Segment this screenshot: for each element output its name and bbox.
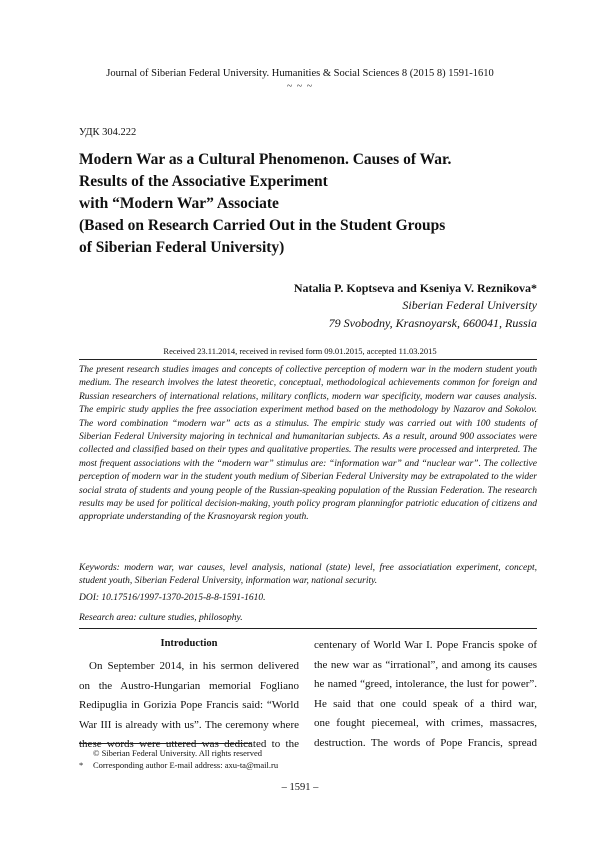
abstract-top-rule bbox=[79, 359, 537, 360]
abstract-bottom-rule bbox=[79, 628, 537, 629]
text-line: centenary of World War I. Pope Francis spoke of bbox=[314, 639, 537, 651]
introduction-left-column bbox=[79, 657, 299, 755]
text-line: these words were uttered was dedicated to the bbox=[79, 738, 299, 750]
text-line: on the Austro-Hungarian memorial Fogliano bbox=[79, 679, 299, 692]
introduction-heading: Introduction bbox=[160, 638, 218, 649]
text-line: one fought piecemeal, with crimes, massacres, bbox=[314, 717, 537, 729]
text-line: On September 2014, in his sermon delivered bbox=[89, 660, 299, 672]
research-area: Research area: culture studies, philosophy. bbox=[79, 613, 243, 623]
corresponding-footnote bbox=[79, 760, 278, 770]
title-line: Results of the Associative Experiment bbox=[79, 173, 328, 190]
title-line: (Based on Research Carried Out in the Student Groups bbox=[79, 217, 446, 234]
article-title bbox=[79, 149, 529, 259]
text-line: destruction. The words of Pope Francis, spread bbox=[314, 736, 537, 749]
corresponding-email: Corresponding author E-mail address: axu-ta@mail.ru bbox=[93, 760, 279, 770]
text-line: War III is already with us”. The ceremony where bbox=[79, 718, 299, 731]
udk-code: УДК 304.222 bbox=[79, 127, 137, 138]
title-line: of Siberian Federal University) bbox=[79, 239, 285, 256]
text-line: the new war as “irrational”, and among its causes bbox=[314, 658, 537, 671]
keywords: Keywords: modern war, war causes, level analysis, national (state) level, free associatiation experiment, concept, student youth, Siberian Federal University, information war, national security. bbox=[79, 563, 537, 587]
doi: DOI: 10.17516/1997-1370-2015-8-8-1591-1610. bbox=[79, 593, 266, 603]
page-number: – 1591 – bbox=[281, 782, 319, 793]
received-dates: Received 23.11.2014, received in revised form 09.01.2015, accepted 11.03.2015 bbox=[163, 346, 437, 356]
title-line: with “Modern War” Associate bbox=[79, 195, 279, 212]
header-separator: ~ ~ ~ bbox=[286, 81, 314, 92]
text-line: Redipuglia in Gorizia Pope Francis said: “World bbox=[79, 699, 299, 711]
footnote-mark: * bbox=[79, 760, 84, 770]
text-line: He said that one could speak of a third war, bbox=[314, 697, 537, 710]
footnote-rule bbox=[79, 743, 251, 744]
abstract: The present research studies images and concepts of collective perception of modern war in the modern student youth medium. The research involves the latest theoretic, conceptual, methodological achievements common for foreign and Russian researchers of international relations, military conflicts, modern war specificity, modern war causes analysis. The empiric study applies the free association experiment method based on the methodology by Nazarov and Sokolov. The word combination “modern war” acts as a stimulus. The empiric study was carried out with 100 students of Siberian Federal University majoring in technical and humanitarian subjects. As a result, around 900 associates were collected and classified based on their types and qualitative properties. The results were processed and interpreted. The most frequent associations with the “modern war” stimulus are: “information war” and “nuclear war”. The collective perception of modern war in the student youth medium of Siberian Federal University may be extrapolated to the wider social strata of students and young people of the Russian-speaking population of the Russian Federation. The research results may be used for political decision-making, youth policy program planningfor patriotic education of citizens and appropriate understanding of the Krasnoyarsk region youth. bbox=[79, 365, 537, 523]
introduction-right-column bbox=[314, 636, 537, 753]
authors: Natalia P. Koptseva and Kseniya V. Reznikova* bbox=[293, 281, 537, 295]
text-line: he named “greed, intolerance, the lust for power”. bbox=[314, 678, 537, 690]
journal-header: Journal of Siberian Federal University. Humanities & Social Sciences 8 (2015 8) 1591-1610 bbox=[106, 68, 494, 79]
affiliation-institution: Siberian Federal University bbox=[402, 298, 537, 312]
affiliation-address: 79 Svobodny, Krasnoyarsk, 660041, Russia bbox=[328, 316, 537, 330]
copyright-footnote: © Siberian Federal University. All rights reserved bbox=[93, 748, 263, 758]
title-line: Modern War as a Cultural Phenomenon. Causes of War. bbox=[79, 151, 452, 168]
